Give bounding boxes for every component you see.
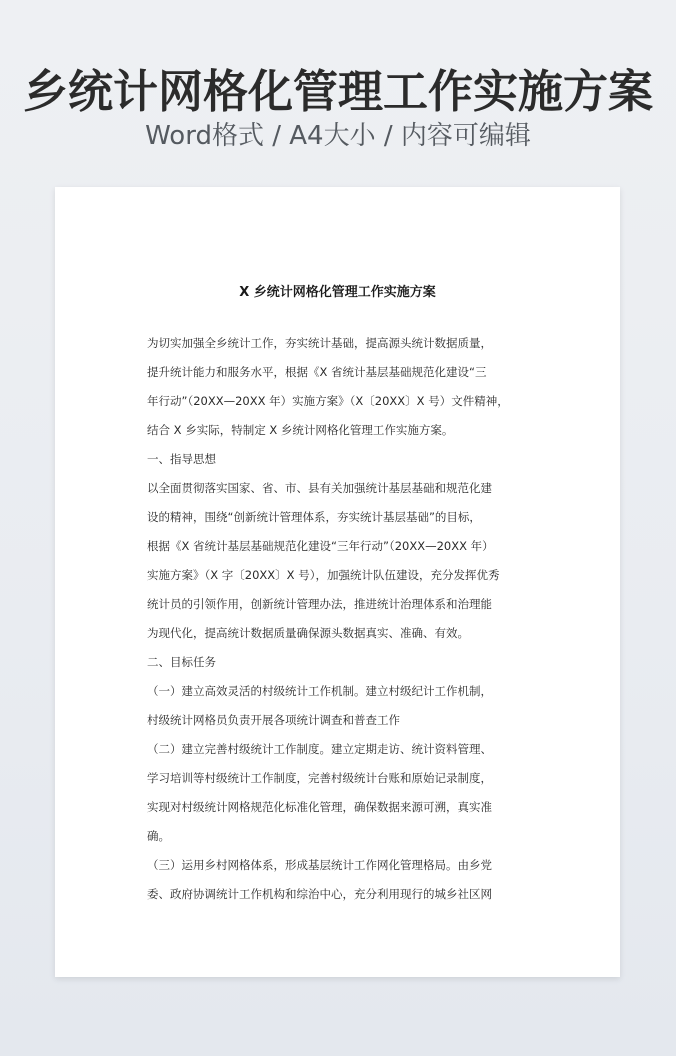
document-page: [55, 187, 620, 977]
document-body: [147, 329, 547, 909]
body-line: 以全面贯彻落实国家、省、市、县有关加强统计基层基础和规范化建: [147, 481, 492, 495]
body-line: （二）建立完善村级统计工作制度。建立定期走访、统计资料管理、: [147, 742, 492, 756]
body-line: 根据《X 省统计基层基础规范化建设“三年行动”（20XX—20XX 年）: [147, 539, 494, 553]
body-line: 村级统计网格员负责开展各项统计调查和普查工作: [147, 713, 400, 727]
body-line: 为现代化，提高统计数据质量确保源头数据真实、准确、有效。: [147, 626, 469, 640]
body-line: 委、政府协调统计工作机构和综治中心，充分利用现行的城乡社区网: [147, 887, 492, 901]
body-line: 为切实加强全乡统计工作，夯实统计基础，提高源头统计数据质量，: [147, 336, 492, 350]
banner-title: 乡统计网格化管理工作实施方案: [22, 65, 653, 118]
body-line: （一）建立高效灵活的村级统计工作机制。建立村级纪计工作机制，: [147, 684, 492, 698]
body-line: 设的精神，围绕“创新统计管理体系，夯实统计基层基础”的目标，: [147, 510, 481, 524]
body-line: 统计员的引领作用，创新统计管理办法，推进统计治理体系和治理能: [147, 597, 492, 611]
body-line: 年行动”（20XX—20XX 年）实施方案》（X〔20XX〕X 号）文件精神，: [147, 394, 509, 408]
body-line: 实现对村级统计网格规范化标准化管理，确保数据来源可溯，真实准: [147, 800, 492, 814]
body-line: 结合 X 乡实际，特制定 X 乡统计网格化管理工作实施方案。: [147, 423, 454, 437]
document-title: X 乡统计网格化管理工作实施方案: [239, 285, 436, 300]
section-heading: 一、指导思想: [147, 452, 216, 466]
body-line: 学习培训等村级统计工作制度，完善村级统计台账和原始记录制度，: [147, 771, 492, 785]
body-line: 实施方案》（X 字〔20XX〕X 号），加强统计队伍建设，充分发挥优秀: [147, 568, 500, 582]
banner-subtitle: Word格式 / A4大小 / 内容可编辑: [145, 121, 531, 151]
body-line: （三）运用乡村网格体系，形成基层统计工作网化管理格局。由乡党: [147, 858, 492, 872]
body-line: 提升统计能力和服务水平，根据《X 省统计基层基础规范化建设“三: [147, 365, 487, 379]
section-heading: 二、目标任务: [147, 655, 216, 669]
body-line: 确。: [147, 829, 170, 843]
